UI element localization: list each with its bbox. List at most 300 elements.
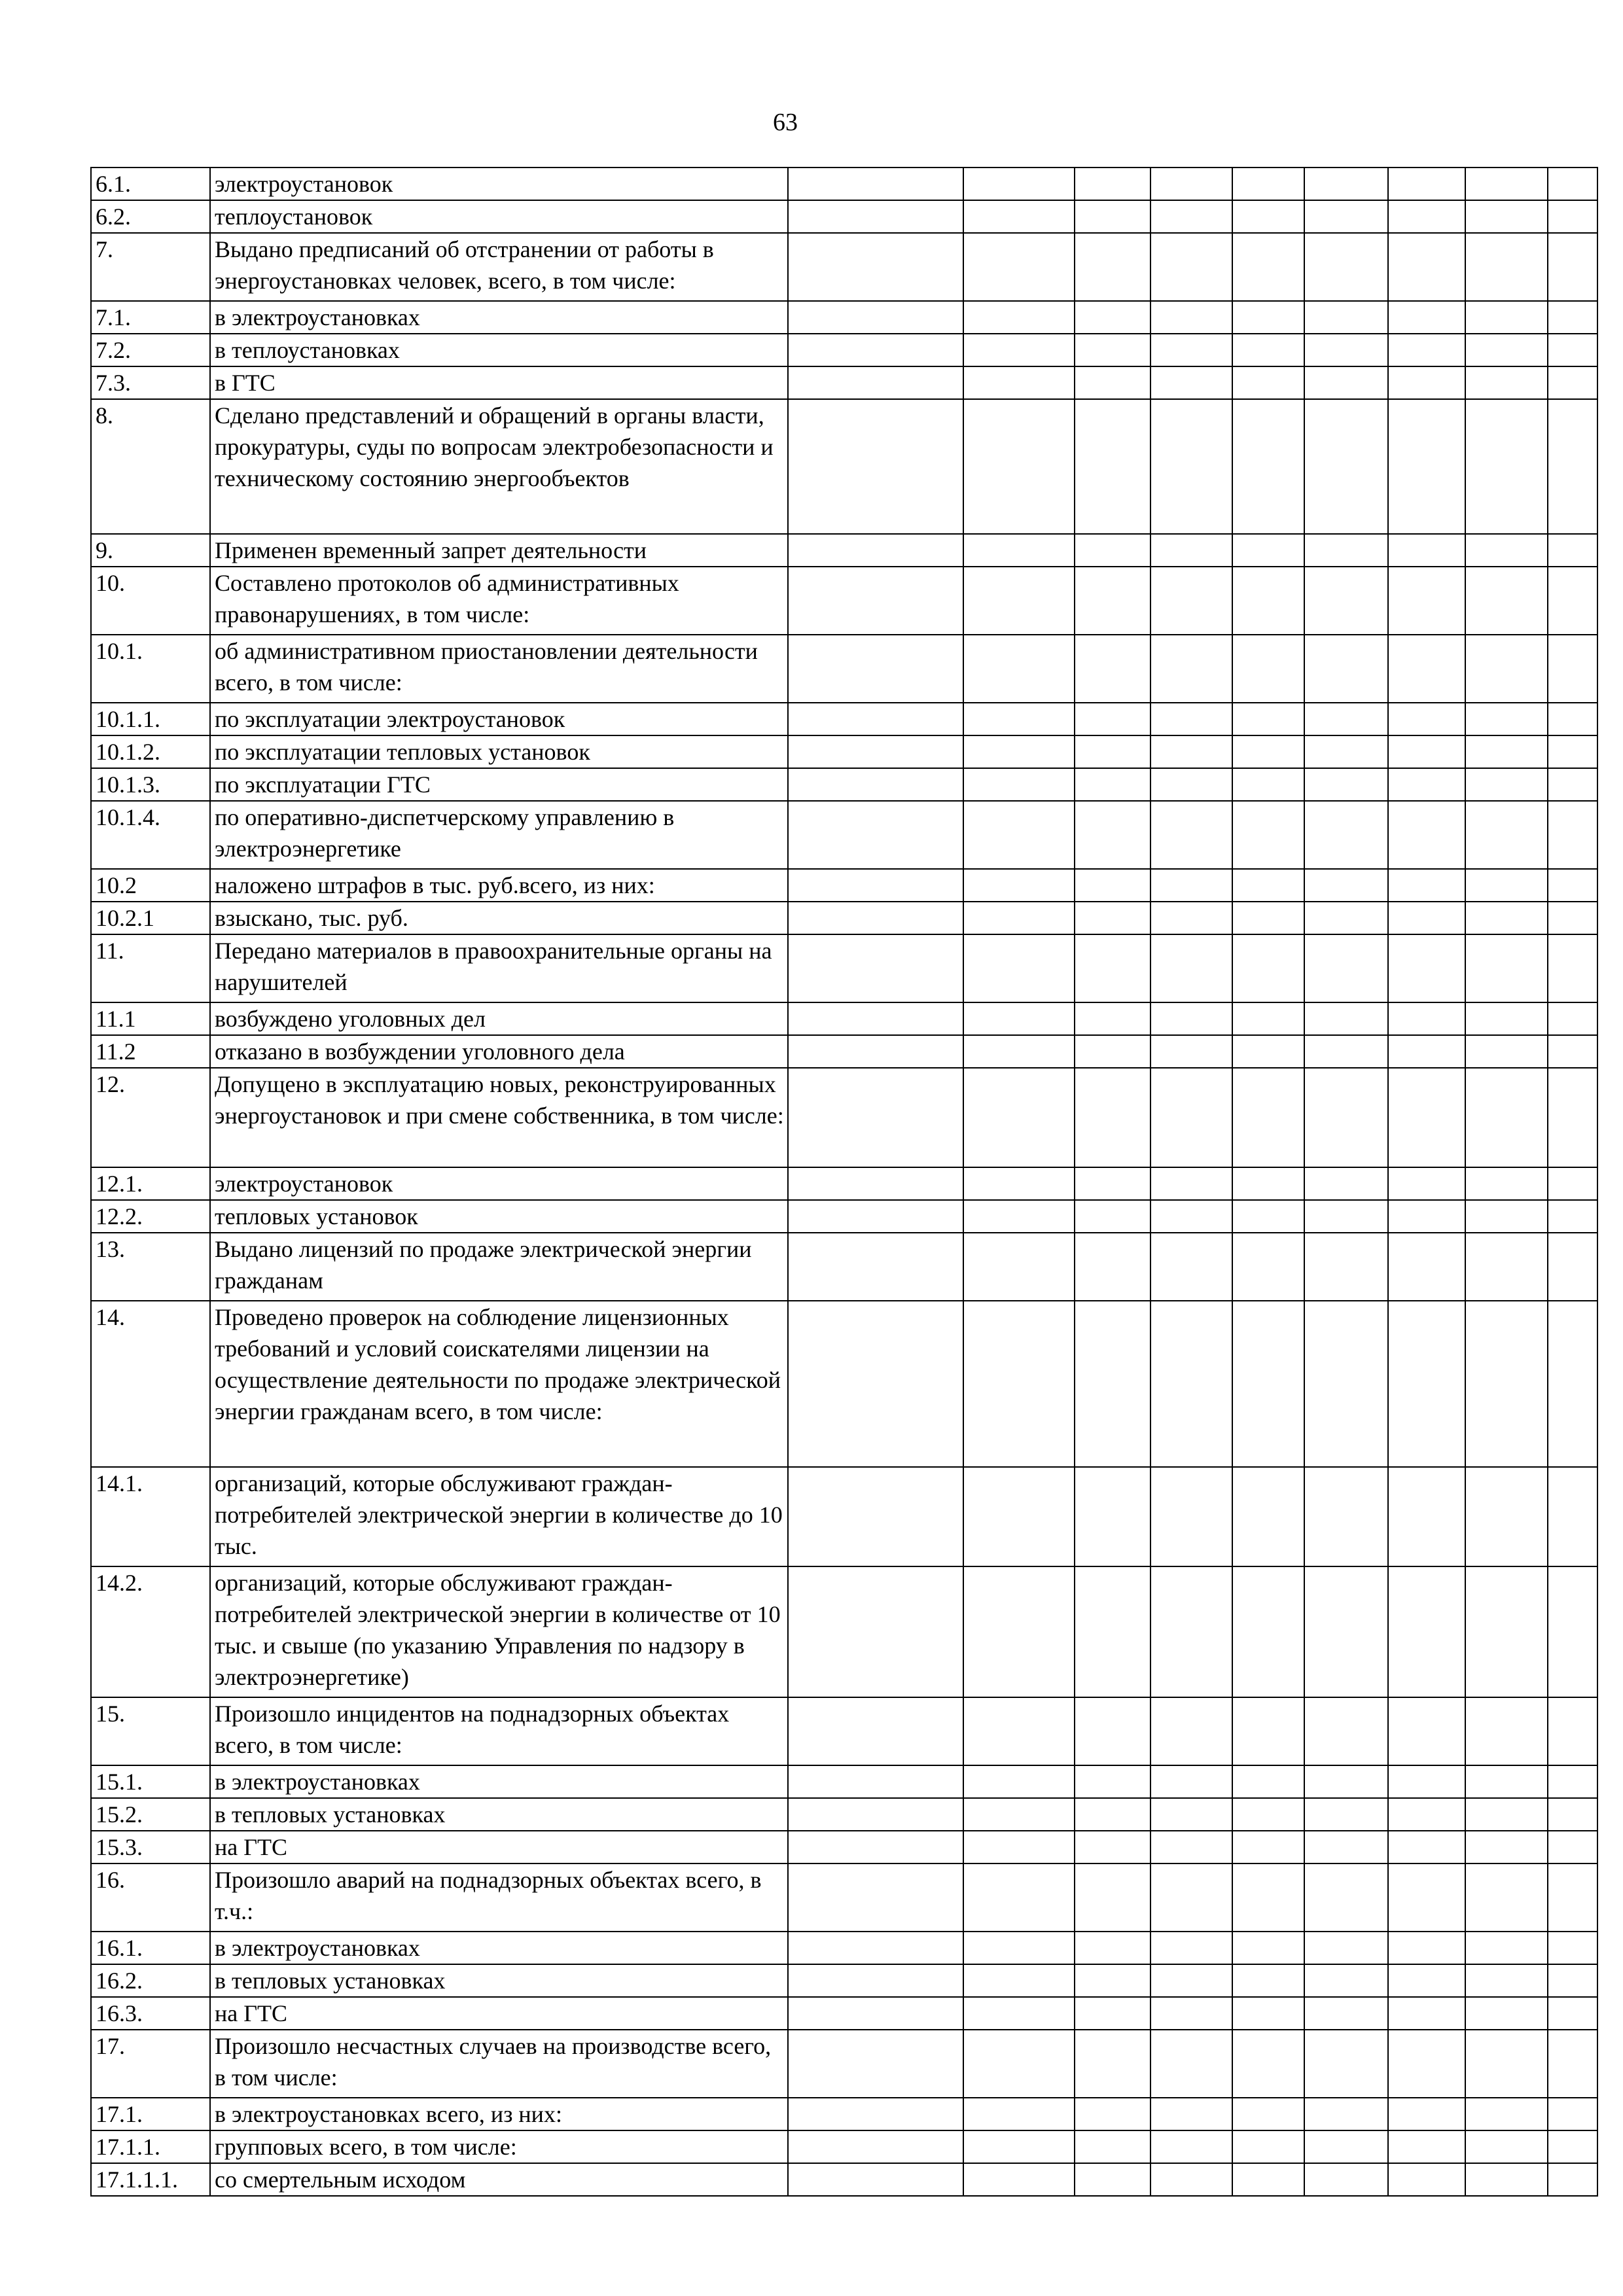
row-number: 10.1. [91, 635, 210, 703]
row-description: в ГТС [210, 366, 788, 399]
value-cell [1232, 1200, 1304, 1233]
value-cell [1304, 334, 1388, 366]
table-row [91, 567, 1597, 635]
value-cell [1388, 2030, 1465, 2098]
value-cell [788, 1798, 963, 1831]
value-cell [963, 703, 1075, 735]
value-cell [1304, 233, 1388, 301]
table-row [91, 1964, 1597, 1997]
value-cell [1388, 1301, 1465, 1467]
value-cell [1465, 567, 1548, 635]
value-cell [1548, 2030, 1597, 2098]
value-cell [1304, 934, 1388, 1002]
value-cell [1150, 1798, 1232, 1831]
value-cell [1465, 869, 1548, 902]
value-cell [1304, 869, 1388, 902]
table-row [91, 869, 1597, 902]
row-description: отказано в возбуждении уголовного дела [210, 1035, 788, 1068]
value-cell [1548, 1233, 1597, 1301]
row-number: 7.3. [91, 366, 210, 399]
value-cell [1232, 1467, 1304, 1566]
row-description: по эксплуатации ГТС [210, 768, 788, 801]
row-description: электроустановок [210, 1167, 788, 1200]
value-cell [1150, 801, 1232, 869]
value-cell [1150, 1035, 1232, 1068]
value-cell [1304, 1863, 1388, 1932]
value-cell [788, 534, 963, 567]
value-cell [1548, 2098, 1597, 2130]
value-cell [1075, 1233, 1150, 1301]
row-description: Допущено в эксплуатацию новых, реконструированных энергоустановок и при смене собственника, в том числе: [210, 1068, 788, 1167]
value-cell [1075, 1002, 1150, 1035]
row-description: групповых всего, в том числе: [210, 2130, 788, 2163]
row-description: Произошло несчастных случаев на производстве всего, в том числе: [210, 2030, 788, 2098]
value-cell [1465, 1467, 1548, 1566]
table-row [91, 735, 1597, 768]
row-description: по эксплуатации тепловых установок [210, 735, 788, 768]
value-cell [788, 869, 963, 902]
table-row [91, 301, 1597, 334]
value-cell [1232, 801, 1304, 869]
value-cell [788, 2130, 963, 2163]
value-cell [788, 801, 963, 869]
value-cell [1304, 1765, 1388, 1798]
value-cell [963, 534, 1075, 567]
row-description: в теплоустановках [210, 334, 788, 366]
value-cell [788, 1467, 963, 1566]
value-cell [963, 801, 1075, 869]
row-description: на ГТС [210, 1997, 788, 2030]
row-number: 17.1.1. [91, 2130, 210, 2163]
value-cell [788, 1301, 963, 1467]
value-cell [1388, 200, 1465, 233]
value-cell [1150, 902, 1232, 934]
row-description: тепловых установок [210, 1200, 788, 1233]
value-cell [1304, 902, 1388, 934]
value-cell [1304, 1301, 1388, 1467]
value-cell [1388, 768, 1465, 801]
value-cell [1388, 635, 1465, 703]
value-cell [963, 2130, 1075, 2163]
value-cell [1075, 934, 1150, 1002]
row-description: в электроустановках [210, 1932, 788, 1964]
value-cell [1465, 1301, 1548, 1467]
value-cell [788, 934, 963, 1002]
value-cell [1548, 1997, 1597, 2030]
row-number: 16. [91, 1863, 210, 1932]
value-cell [1150, 2098, 1232, 2130]
value-cell [1548, 366, 1597, 399]
value-cell [1388, 1002, 1465, 1035]
row-description: по оперативно-диспетчерскому управлению в электроэнергетике [210, 801, 788, 869]
row-number: 14.1. [91, 1467, 210, 1566]
row-number: 17.1. [91, 2098, 210, 2130]
value-cell [963, 2098, 1075, 2130]
row-number: 9. [91, 534, 210, 567]
value-cell [1075, 1566, 1150, 1697]
value-cell [1232, 2098, 1304, 2130]
value-cell [1304, 1997, 1388, 2030]
value-cell [1232, 2130, 1304, 2163]
value-cell [1465, 1167, 1548, 1200]
value-cell [1232, 1863, 1304, 1932]
value-cell [1075, 567, 1150, 635]
value-cell [1388, 334, 1465, 366]
value-cell [1075, 2030, 1150, 2098]
value-cell [1548, 869, 1597, 902]
value-cell [1465, 2130, 1548, 2163]
value-cell [1304, 567, 1388, 635]
value-cell [1388, 735, 1465, 768]
value-cell [1548, 1467, 1597, 1566]
value-cell [788, 2098, 963, 2130]
value-cell [1304, 301, 1388, 334]
value-cell [1150, 1301, 1232, 1467]
value-cell [1388, 534, 1465, 567]
value-cell [788, 768, 963, 801]
value-cell [1548, 2163, 1597, 2196]
value-cell [788, 1566, 963, 1697]
value-cell [1465, 1233, 1548, 1301]
value-cell [963, 1566, 1075, 1697]
row-number: 15. [91, 1697, 210, 1765]
value-cell [1388, 801, 1465, 869]
value-cell [963, 1831, 1075, 1863]
row-description: Выдано предписаний об отстранении от работы в энергоустановках человек, всего, в том числе: [210, 233, 788, 301]
value-cell [1465, 366, 1548, 399]
row-description: Проведено проверок на соблюдение лицензионных требований и условий соискателями лицензии на осуществление деятельности по продаже электрической энергии гражданам всего, в том числе: [210, 1301, 788, 1467]
value-cell [1304, 1167, 1388, 1200]
value-cell [1075, 1765, 1150, 1798]
value-cell [1232, 2030, 1304, 2098]
value-cell [1388, 1798, 1465, 1831]
table-row [91, 1167, 1597, 1200]
value-cell [1548, 534, 1597, 567]
value-cell [1465, 200, 1548, 233]
value-cell [1075, 1964, 1150, 1997]
value-cell [963, 735, 1075, 768]
value-cell [963, 635, 1075, 703]
value-cell [1548, 1863, 1597, 1932]
value-cell [1388, 1200, 1465, 1233]
value-cell [1232, 366, 1304, 399]
value-cell [1304, 1467, 1388, 1566]
value-cell [1232, 768, 1304, 801]
value-cell [1075, 801, 1150, 869]
table-row [91, 2130, 1597, 2163]
table-row [91, 801, 1597, 869]
value-cell [788, 1964, 963, 1997]
value-cell [1465, 1831, 1548, 1863]
value-cell [1304, 1964, 1388, 1997]
value-cell [1465, 1765, 1548, 1798]
value-cell [963, 1697, 1075, 1765]
value-cell [963, 233, 1075, 301]
value-cell [963, 902, 1075, 934]
value-cell [1150, 1863, 1232, 1932]
value-cell [1075, 1035, 1150, 1068]
row-number: 11.2 [91, 1035, 210, 1068]
value-cell [1388, 1997, 1465, 2030]
row-number: 15.2. [91, 1798, 210, 1831]
value-cell [1548, 1964, 1597, 1997]
value-cell [1150, 168, 1232, 200]
row-description: Произошло аварий на поднадзорных объектах всего, в т.ч.: [210, 1863, 788, 1932]
value-cell [788, 703, 963, 735]
value-cell [1150, 1167, 1232, 1200]
row-description: теплоустановок [210, 200, 788, 233]
value-cell [1465, 2098, 1548, 2130]
value-cell [1304, 1233, 1388, 1301]
value-cell [1075, 2098, 1150, 2130]
value-cell [1304, 1566, 1388, 1697]
value-cell [963, 869, 1075, 902]
value-cell [963, 200, 1075, 233]
row-description: Передано материалов в правоохранительные органы на нарушителей [210, 934, 788, 1002]
value-cell [1150, 1997, 1232, 2030]
row-number: 11.1 [91, 1002, 210, 1035]
row-description: в тепловых установках [210, 1964, 788, 1997]
row-description: Выдано лицензий по продаже электрической энергии гражданам [210, 1233, 788, 1301]
value-cell [1075, 1831, 1150, 1863]
value-cell [1150, 399, 1232, 534]
value-cell [1232, 1831, 1304, 1863]
value-cell [1388, 2163, 1465, 2196]
table-row [91, 902, 1597, 934]
value-cell [788, 567, 963, 635]
value-cell [1232, 1964, 1304, 1997]
value-cell [1548, 934, 1597, 1002]
value-cell [1232, 233, 1304, 301]
value-cell [1388, 1964, 1465, 1997]
value-cell [1465, 1964, 1548, 1997]
value-cell [1388, 1932, 1465, 1964]
value-cell [963, 1997, 1075, 2030]
value-cell [1150, 301, 1232, 334]
value-cell [963, 1863, 1075, 1932]
value-cell [1075, 735, 1150, 768]
table-body [91, 168, 1597, 2196]
value-cell [1388, 2130, 1465, 2163]
value-cell [1548, 1301, 1597, 1467]
value-cell [1388, 902, 1465, 934]
value-cell [1304, 801, 1388, 869]
value-cell [963, 1932, 1075, 1964]
table-row [91, 2030, 1597, 2098]
row-number: 15.3. [91, 1831, 210, 1863]
row-description: на ГТС [210, 1831, 788, 1863]
row-number: 8. [91, 399, 210, 534]
value-cell [1304, 2098, 1388, 2130]
row-number: 14. [91, 1301, 210, 1467]
value-cell [1465, 1932, 1548, 1964]
value-cell [963, 1200, 1075, 1233]
row-description: в электроустановках [210, 301, 788, 334]
value-cell [1075, 168, 1150, 200]
value-cell [1075, 1167, 1150, 1200]
table-row [91, 200, 1597, 233]
value-cell [1465, 1697, 1548, 1765]
value-cell [1388, 869, 1465, 902]
value-cell [1232, 735, 1304, 768]
table-row [91, 1863, 1597, 1932]
value-cell [1548, 301, 1597, 334]
value-cell [1075, 233, 1150, 301]
value-cell [1150, 1932, 1232, 1964]
table-row [91, 168, 1597, 200]
value-cell [788, 1233, 963, 1301]
value-cell [1548, 1566, 1597, 1697]
row-number: 13. [91, 1233, 210, 1301]
value-cell [1388, 1831, 1465, 1863]
value-cell [1465, 1566, 1548, 1697]
value-cell [1465, 1200, 1548, 1233]
value-cell [1465, 1863, 1548, 1932]
value-cell [963, 334, 1075, 366]
row-description: организаций, которые обслуживают граждан-потребителей электрической энергии в количестве от 10 тыс. и свыше (по указанию Управления по надзору в электроэнергетике) [210, 1566, 788, 1697]
row-number: 10.1.4. [91, 801, 210, 869]
value-cell [1232, 1035, 1304, 1068]
value-cell [1232, 703, 1304, 735]
value-cell [1232, 1233, 1304, 1301]
value-cell [1232, 301, 1304, 334]
row-number: 7. [91, 233, 210, 301]
value-cell [963, 366, 1075, 399]
value-cell [1075, 334, 1150, 366]
value-cell [1304, 1697, 1388, 1765]
row-number: 11. [91, 934, 210, 1002]
page-number: 63 [773, 109, 798, 136]
value-cell [1465, 902, 1548, 934]
value-cell [1465, 1997, 1548, 2030]
row-description: в тепловых установках [210, 1798, 788, 1831]
value-cell [1548, 1765, 1597, 1798]
value-cell [1075, 1798, 1150, 1831]
value-cell [1075, 869, 1150, 902]
value-cell [1548, 1035, 1597, 1068]
value-cell [1150, 200, 1232, 233]
value-cell [1388, 233, 1465, 301]
value-cell [1304, 2030, 1388, 2098]
value-cell [788, 1831, 963, 1863]
value-cell [788, 168, 963, 200]
value-cell [1388, 567, 1465, 635]
row-description: организаций, которые обслуживают граждан-потребителей электрической энергии в количестве до 10 тыс. [210, 1467, 788, 1566]
value-cell [1232, 934, 1304, 1002]
value-cell [1150, 1765, 1232, 1798]
value-cell [1548, 2130, 1597, 2163]
value-cell [1465, 534, 1548, 567]
value-cell [963, 1798, 1075, 1831]
value-cell [788, 2030, 963, 2098]
table-row [91, 1200, 1597, 1233]
value-cell [1304, 735, 1388, 768]
value-cell [1075, 2163, 1150, 2196]
row-description: об административном приостановлении деятельности всего, в том числе: [210, 635, 788, 703]
value-cell [1150, 567, 1232, 635]
value-cell [1075, 1068, 1150, 1167]
value-cell [1075, 2130, 1150, 2163]
value-cell [1304, 1200, 1388, 1233]
value-cell [1548, 902, 1597, 934]
value-cell [1465, 735, 1548, 768]
value-cell [1150, 2030, 1232, 2098]
value-cell [963, 1167, 1075, 1200]
value-cell [1388, 703, 1465, 735]
value-cell [1075, 1997, 1150, 2030]
value-cell [1388, 2098, 1465, 2130]
row-number: 10.1.1. [91, 703, 210, 735]
row-number: 6.1. [91, 168, 210, 200]
value-cell [1232, 534, 1304, 567]
value-cell [1075, 703, 1150, 735]
value-cell [1465, 1798, 1548, 1831]
value-cell [963, 1467, 1075, 1566]
table-row [91, 334, 1597, 366]
value-cell [1304, 399, 1388, 534]
value-cell [1465, 635, 1548, 703]
value-cell [1150, 1566, 1232, 1697]
value-cell [1388, 301, 1465, 334]
value-cell [1548, 1932, 1597, 1964]
row-description: по эксплуатации электроустановок [210, 703, 788, 735]
value-cell [1075, 301, 1150, 334]
value-cell [963, 1068, 1075, 1167]
value-cell [963, 1765, 1075, 1798]
value-cell [1465, 168, 1548, 200]
value-cell [1548, 334, 1597, 366]
value-cell [963, 567, 1075, 635]
row-description: Применен временный запрет деятельности [210, 534, 788, 567]
value-cell [1150, 2130, 1232, 2163]
value-cell [1150, 768, 1232, 801]
row-number: 7.2. [91, 334, 210, 366]
table-row [91, 1697, 1597, 1765]
value-cell [1388, 1035, 1465, 1068]
value-cell [1548, 703, 1597, 735]
value-cell [963, 1301, 1075, 1467]
row-description: электроустановок [210, 168, 788, 200]
value-cell [1232, 1167, 1304, 1200]
value-cell [1548, 233, 1597, 301]
table-row [91, 534, 1597, 567]
row-description: в электроустановках [210, 1765, 788, 1798]
table-row [91, 1467, 1597, 1566]
value-cell [963, 768, 1075, 801]
value-cell [1232, 1002, 1304, 1035]
table-row [91, 1765, 1597, 1798]
value-cell [1304, 768, 1388, 801]
value-cell [788, 1002, 963, 1035]
value-cell [1548, 399, 1597, 534]
value-cell [788, 1035, 963, 1068]
value-cell [1304, 2163, 1388, 2196]
value-cell [1150, 635, 1232, 703]
table-row [91, 399, 1597, 534]
value-cell [1232, 1997, 1304, 2030]
value-cell [1075, 1863, 1150, 1932]
value-cell [1548, 1798, 1597, 1831]
row-number: 12.1. [91, 1167, 210, 1200]
value-cell [1150, 735, 1232, 768]
value-cell [1075, 635, 1150, 703]
row-number: 16.1. [91, 1932, 210, 1964]
value-cell [1075, 399, 1150, 534]
value-cell [1232, 2163, 1304, 2196]
value-cell [1304, 1002, 1388, 1035]
value-cell [1465, 1002, 1548, 1035]
value-cell [1232, 399, 1304, 534]
